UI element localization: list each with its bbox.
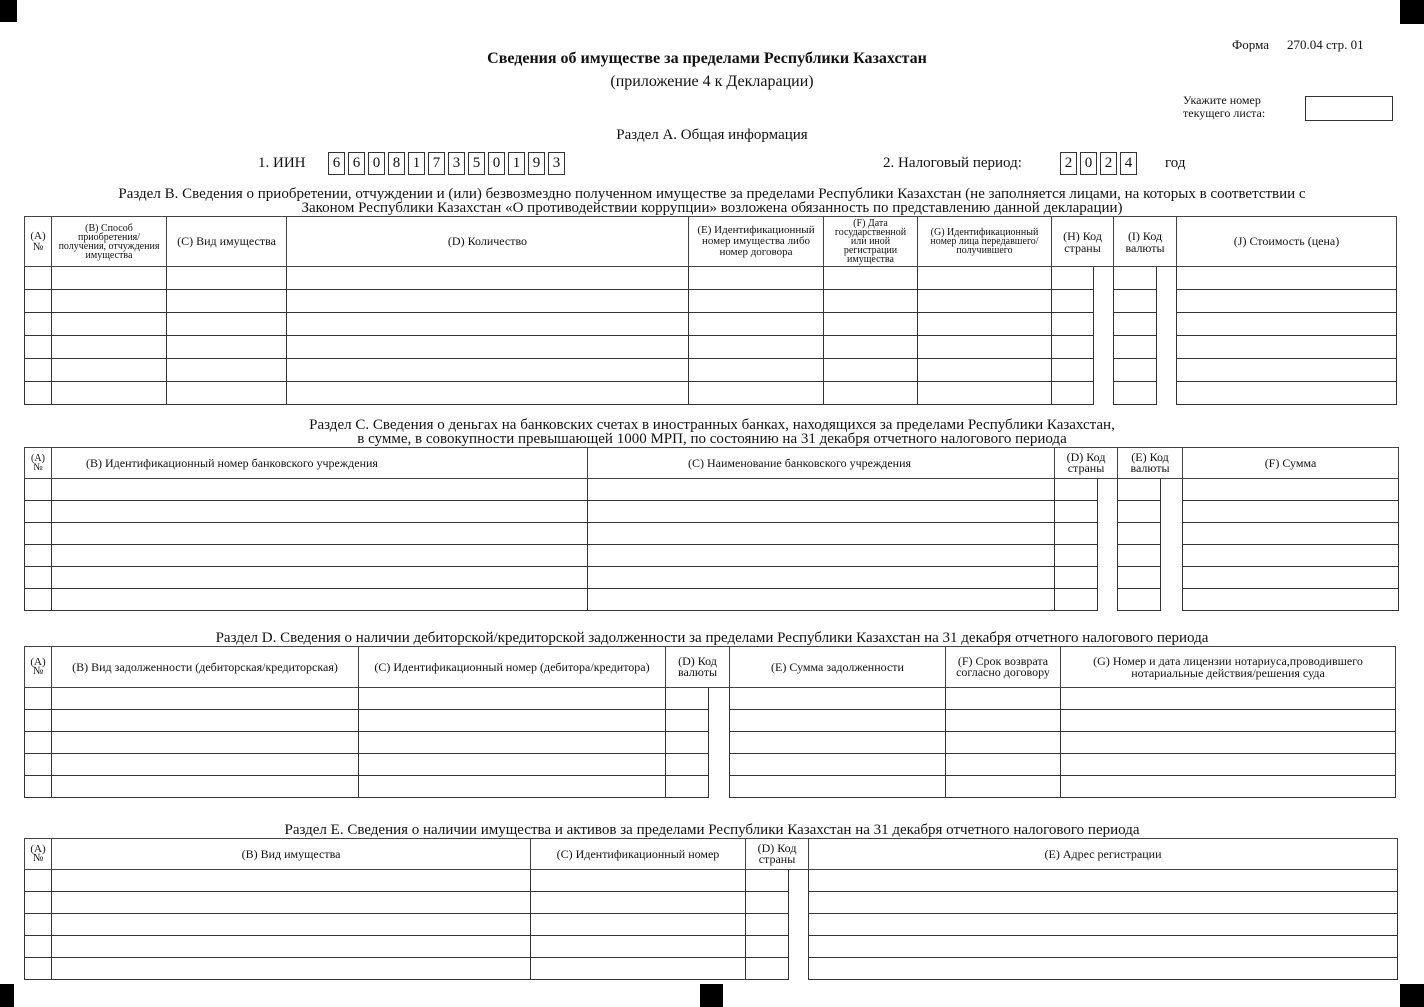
col-header-f: (F) Сумма (1183, 448, 1399, 479)
cell-c[interactable] (531, 914, 746, 936)
tax-period-field[interactable] (1060, 152, 1137, 175)
cell-e[interactable] (1118, 567, 1161, 589)
registration-marker-bottom-left (0, 984, 14, 1007)
tax-period-label: 2. Налоговый период: (883, 155, 1022, 171)
gap (1094, 382, 1114, 405)
table-row (25, 479, 1399, 501)
cell-f[interactable] (1183, 589, 1399, 611)
gap (1161, 501, 1183, 523)
cell-e[interactable] (689, 313, 824, 336)
cell-a[interactable] (25, 267, 52, 290)
cell-d[interactable] (666, 776, 709, 798)
gap (789, 958, 809, 980)
cell-b[interactable] (52, 754, 359, 776)
cell-h[interactable] (1052, 313, 1094, 336)
cell-g[interactable] (918, 267, 1052, 290)
cell-e[interactable] (1118, 545, 1161, 567)
cell-d[interactable] (287, 267, 689, 290)
cell-d[interactable] (1055, 523, 1098, 545)
cell-b[interactable] (52, 710, 359, 732)
table-row (25, 754, 1396, 776)
cell-c[interactable] (531, 936, 746, 958)
gap (709, 754, 730, 776)
cell-c[interactable] (167, 290, 287, 313)
cell-b[interactable] (52, 589, 588, 611)
section-a-title: Раздел А. Общая информация (616, 127, 808, 143)
cell-i[interactable] (1114, 359, 1157, 382)
cell-a[interactable] (25, 501, 52, 523)
cell-e[interactable] (730, 776, 946, 798)
cell-d[interactable] (746, 892, 789, 914)
cell-i[interactable] (1114, 267, 1157, 290)
table-row (25, 914, 1398, 936)
cell-e[interactable] (689, 382, 824, 405)
cell-c[interactable] (531, 958, 746, 980)
section-e-table (24, 838, 1398, 980)
table-row (25, 501, 1399, 523)
cell-d[interactable] (1055, 545, 1098, 567)
gap (1157, 313, 1177, 336)
cell-e[interactable] (1118, 501, 1161, 523)
cell-c[interactable] (167, 336, 287, 359)
section-c-title (0, 418, 1424, 446)
iin-digit[interactable]: 7 (428, 152, 445, 175)
gap (789, 936, 809, 958)
cell-b[interactable] (52, 870, 531, 892)
section-d-table (24, 646, 1396, 798)
cell-h[interactable] (1052, 359, 1094, 382)
gap (1157, 359, 1177, 382)
cell-f[interactable] (824, 313, 918, 336)
iin-digit[interactable]: 1 (508, 152, 525, 175)
cell-b[interactable] (52, 776, 359, 798)
cell-e[interactable] (689, 290, 824, 313)
cell-e[interactable] (689, 336, 824, 359)
cell-h[interactable] (1052, 336, 1094, 359)
cell-d[interactable] (287, 382, 689, 405)
cell-g[interactable] (918, 359, 1052, 382)
cell-c[interactable] (359, 754, 666, 776)
col-header-d: (D) Количество (287, 217, 689, 267)
cell-d[interactable] (1055, 501, 1098, 523)
cell-b[interactable] (52, 290, 167, 313)
col-header-f: (F) Дата государственной или иной регистрации имущества (824, 217, 918, 267)
col-header-c: (C) Идентификационный номер (531, 839, 746, 870)
cell-a[interactable] (25, 776, 52, 798)
cell-d[interactable] (287, 290, 689, 313)
iin-digit[interactable]: 6 (348, 152, 365, 175)
table-row (25, 589, 1399, 611)
col-header-c: (C) Идентификационный номер (дебитора/кредитора) (359, 647, 666, 688)
cell-d[interactable] (666, 732, 709, 754)
cell-e[interactable] (730, 754, 946, 776)
cell-d[interactable] (287, 359, 689, 382)
cell-c[interactable] (359, 710, 666, 732)
gap (1157, 336, 1177, 359)
form-number-value: 270.04 стр. 01 (1286, 37, 1364, 52)
cell-e[interactable] (1118, 589, 1161, 611)
cell-d[interactable] (1055, 589, 1098, 611)
cell-a[interactable] (25, 870, 52, 892)
period-digit[interactable]: 2 (1100, 152, 1117, 175)
table-row (25, 688, 1396, 710)
cell-a[interactable] (25, 936, 52, 958)
cell-f[interactable] (1183, 501, 1399, 523)
section-b-title-line2: Законом Республики Казахстан «О противодействии коррупции» возложена обязанность по представлению данной декларации) (301, 200, 1123, 216)
iin-digit[interactable]: 3 (448, 152, 465, 175)
registration-marker-top-left (0, 0, 17, 22)
cell-b[interactable] (52, 732, 359, 754)
cell-f[interactable] (1183, 567, 1399, 589)
cell-e[interactable] (730, 710, 946, 732)
table-row (25, 958, 1398, 980)
gap (1094, 267, 1114, 290)
cell-a[interactable] (25, 754, 52, 776)
iin-digit[interactable]: 5 (468, 152, 485, 175)
table-row (25, 545, 1399, 567)
table-row (25, 776, 1396, 798)
cell-c[interactable] (167, 267, 287, 290)
cell-g[interactable] (1061, 754, 1396, 776)
cell-b[interactable] (52, 479, 588, 501)
col-header-e: (E) Идентификационный номер имущества либо номер договора (689, 217, 824, 267)
table-row (25, 892, 1398, 914)
gap (1094, 313, 1114, 336)
gap (789, 870, 809, 892)
section-e-title: Раздел E. Сведения о наличии имущества и активов за пределами Республики Казахстан на 31 декабря отчетного налогового периода (284, 822, 1140, 838)
gap (1098, 479, 1118, 501)
table-header-row (25, 448, 1399, 479)
cell-j[interactable] (1177, 382, 1397, 405)
cell-c[interactable] (531, 892, 746, 914)
section-b-title (0, 187, 1424, 215)
registration-marker-bottom-right (1400, 984, 1424, 1007)
cell-d[interactable] (746, 870, 789, 892)
cell-c[interactable] (588, 567, 1055, 589)
cell-c[interactable] (359, 688, 666, 710)
cell-g[interactable] (918, 313, 1052, 336)
section-d-title: Раздел D. Сведения о наличии дебиторской/кредиторской задолженности за пределами Республики Казахстан на 31 декабря отчетного налогового периода (215, 630, 1209, 646)
iin-field[interactable] (328, 152, 565, 175)
col-header-e: (E) Адрес регистрации (809, 839, 1398, 870)
section-c-table (24, 447, 1399, 611)
iin-digit[interactable]: 9 (528, 152, 545, 175)
col-header-g: (G) Номер и дата лицензии нотариуса,проводившего нотариальные действия/решения суда (1061, 647, 1396, 688)
table-row (25, 732, 1396, 754)
cell-c[interactable] (167, 359, 287, 382)
cell-f[interactable] (1183, 523, 1399, 545)
cell-f[interactable] (946, 776, 1061, 798)
period-digit[interactable]: 2 (1060, 152, 1077, 175)
cell-j[interactable] (1177, 267, 1397, 290)
gap (709, 688, 730, 710)
cell-f[interactable] (946, 710, 1061, 732)
cell-c[interactable] (167, 313, 287, 336)
form-number (1232, 37, 1364, 53)
col-header-c: (C) Вид имущества (167, 217, 287, 267)
cell-e[interactable] (1118, 479, 1161, 501)
gap (1161, 589, 1183, 611)
cell-a[interactable] (25, 359, 52, 382)
table-row (25, 382, 1397, 405)
cell-h[interactable] (1052, 382, 1094, 405)
cell-e[interactable] (809, 892, 1398, 914)
cell-c[interactable] (531, 870, 746, 892)
cell-f[interactable] (1183, 479, 1399, 501)
cell-e[interactable] (809, 914, 1398, 936)
iin-digit[interactable]: 6 (328, 152, 345, 175)
cell-g[interactable] (1061, 688, 1396, 710)
cell-j[interactable] (1177, 290, 1397, 313)
table-row (25, 336, 1397, 359)
cell-b[interactable] (52, 958, 531, 980)
cell-a[interactable] (25, 958, 52, 980)
iin-label: 1. ИИН (258, 155, 306, 171)
cell-j[interactable] (1177, 359, 1397, 382)
col-header-b: (B) Вид задолженности (дебиторская/кредиторская) (52, 647, 359, 688)
cell-i[interactable] (1114, 336, 1157, 359)
cell-d[interactable] (666, 688, 709, 710)
gap (1098, 523, 1118, 545)
gap (1098, 545, 1118, 567)
section-c-title-line1: Раздел C. Сведения о деньгах на банковских счетах в иностранных банках, находящихся за пределами Республики Казахстан, (309, 417, 1115, 433)
gap (1157, 267, 1177, 290)
cell-f[interactable] (824, 336, 918, 359)
table-row (25, 267, 1397, 290)
cell-e[interactable] (730, 732, 946, 754)
cell-b[interactable] (52, 936, 531, 958)
cell-a[interactable] (25, 290, 52, 313)
page-subtitle: (приложение 4 к Декларации) (610, 73, 814, 90)
col-header-e: (E) Сумма задолженности (730, 647, 946, 688)
gap (1161, 545, 1183, 567)
cell-g[interactable] (1061, 732, 1396, 754)
iin-digit[interactable]: 0 (488, 152, 505, 175)
gap (709, 732, 730, 754)
col-header-e: (E) Код валюты (1118, 448, 1183, 479)
col-header-d: (D) Код страны (1055, 448, 1118, 479)
col-header-a: (A) № (25, 448, 52, 479)
iin-digit[interactable]: 0 (368, 152, 385, 175)
col-header-g: (G) Идентификационный номер лица передавшего/ получившего (918, 217, 1052, 267)
col-header-a: (A) № (25, 217, 52, 267)
gap (1098, 589, 1118, 611)
col-header-c: (C) Наименование банковского учреждения (588, 448, 1055, 479)
cell-h[interactable] (1052, 290, 1094, 313)
cell-a[interactable] (25, 313, 52, 336)
period-digit[interactable]: 0 (1080, 152, 1097, 175)
cell-e[interactable] (809, 936, 1398, 958)
cell-c[interactable] (167, 382, 287, 405)
cell-b[interactable] (52, 914, 531, 936)
table-row (25, 523, 1399, 545)
form-label: Форма (1232, 37, 1269, 52)
section-b-title-line1: Раздел B. Сведения о приобретении, отчуждении и (или) безвозмездно полученном имуществе за пределами Республики Казахстан (не заполняется лицами, на которых в соответствии с (118, 186, 1306, 202)
col-header-d: (D) Код валюты (666, 647, 730, 688)
cell-f[interactable] (946, 754, 1061, 776)
cell-b[interactable] (52, 382, 167, 405)
cell-b[interactable] (52, 523, 588, 545)
cell-c[interactable] (588, 523, 1055, 545)
cell-i[interactable] (1114, 382, 1157, 405)
cell-f[interactable] (824, 290, 918, 313)
cell-j[interactable] (1177, 313, 1397, 336)
cell-e[interactable] (730, 688, 946, 710)
iin-digit[interactable]: 8 (388, 152, 405, 175)
cell-a[interactable] (25, 710, 52, 732)
cell-a[interactable] (25, 523, 52, 545)
cell-d[interactable] (1055, 479, 1098, 501)
cell-g[interactable] (918, 336, 1052, 359)
col-header-a: (A) № (25, 647, 52, 688)
table-header-row (25, 217, 1397, 267)
cell-g[interactable] (918, 382, 1052, 405)
cell-f[interactable] (824, 267, 918, 290)
cell-e[interactable] (1118, 523, 1161, 545)
cell-a[interactable] (25, 914, 52, 936)
cell-f[interactable] (1183, 545, 1399, 567)
cell-c[interactable] (588, 479, 1055, 501)
gap (789, 892, 809, 914)
cell-a[interactable] (25, 589, 52, 611)
col-header-j: (J) Стоимость (цена) (1177, 217, 1397, 267)
cell-a[interactable] (25, 567, 52, 589)
gap (709, 710, 730, 732)
section-c-title-line2: в сумме, в совокупности превышающей 1000 МРП, по состоянию на 31 декабря отчетного налогового периода (357, 431, 1067, 447)
sheet-number-label (1183, 94, 1265, 120)
table-row (25, 359, 1397, 382)
cell-b[interactable] (52, 892, 531, 914)
iin-digit[interactable]: 1 (408, 152, 425, 175)
cell-d[interactable] (746, 914, 789, 936)
cell-e[interactable] (809, 870, 1398, 892)
col-header-i: (I) Код валюты (1114, 217, 1177, 267)
gap (1157, 382, 1177, 405)
cell-a[interactable] (25, 336, 52, 359)
cell-b[interactable] (52, 567, 588, 589)
cell-d[interactable] (287, 336, 689, 359)
cell-b[interactable] (52, 336, 167, 359)
col-header-a: (A) № (25, 839, 52, 870)
cell-c[interactable] (588, 589, 1055, 611)
period-digit[interactable]: 4 (1120, 152, 1137, 175)
cell-a[interactable] (25, 479, 52, 501)
table-header-row (25, 647, 1396, 688)
cell-a[interactable] (25, 545, 52, 567)
cell-i[interactable] (1114, 290, 1157, 313)
table-row (25, 567, 1399, 589)
section-b-table (24, 216, 1397, 405)
table-row (25, 870, 1398, 892)
cell-c[interactable] (588, 545, 1055, 567)
table-row (25, 710, 1396, 732)
cell-b[interactable] (52, 501, 588, 523)
cell-e[interactable] (809, 958, 1398, 980)
sheet-label-line2: текущего листа: (1183, 106, 1266, 120)
cell-d[interactable] (746, 936, 789, 958)
page-title: Сведения об имуществе за пределами Республики Казахстан (487, 50, 927, 67)
col-header-d: (D) Код страны (746, 839, 809, 870)
cell-d[interactable] (746, 958, 789, 980)
cell-c[interactable] (359, 776, 666, 798)
gap (1161, 567, 1183, 589)
cell-g[interactable] (1061, 776, 1396, 798)
gap (1094, 290, 1114, 313)
gap (1094, 359, 1114, 382)
year-label: год (1165, 155, 1186, 171)
cell-f[interactable] (824, 382, 918, 405)
sheet-number-field[interactable] (1305, 96, 1393, 121)
cell-f[interactable] (946, 688, 1061, 710)
cell-g[interactable] (918, 290, 1052, 313)
col-header-b: (B) Идентификационный номер банковского учреждения (52, 448, 588, 479)
cell-c[interactable] (588, 501, 1055, 523)
gap (1098, 567, 1118, 589)
cell-f[interactable] (824, 359, 918, 382)
cell-d[interactable] (1055, 567, 1098, 589)
cell-h[interactable] (1052, 267, 1094, 290)
gap (789, 914, 809, 936)
cell-b[interactable] (52, 267, 167, 290)
cell-a[interactable] (25, 382, 52, 405)
cell-a[interactable] (25, 732, 52, 754)
table-header-row (25, 839, 1398, 870)
cell-c[interactable] (359, 732, 666, 754)
registration-marker-bottom-center (700, 984, 723, 1007)
cell-i[interactable] (1114, 313, 1157, 336)
cell-b[interactable] (52, 545, 588, 567)
cell-a[interactable] (25, 892, 52, 914)
col-header-b: (B) Вид имущества (52, 839, 531, 870)
cell-g[interactable] (1061, 710, 1396, 732)
cell-e[interactable] (689, 267, 824, 290)
sheet-label-line1: Укажите номер (1183, 93, 1261, 107)
table-row (25, 290, 1397, 313)
cell-a[interactable] (25, 688, 52, 710)
cell-j[interactable] (1177, 336, 1397, 359)
col-header-h: (H) Код страны (1052, 217, 1114, 267)
col-header-b: (B) Способ приобретения/ получения, отчуждения имущества (52, 217, 167, 267)
gap (709, 776, 730, 798)
cell-b[interactable] (52, 313, 167, 336)
gap (1094, 336, 1114, 359)
cell-b[interactable] (52, 359, 167, 382)
gap (1157, 290, 1177, 313)
cell-b[interactable] (52, 688, 359, 710)
cell-e[interactable] (689, 359, 824, 382)
registration-marker-top-right (1400, 0, 1424, 24)
cell-f[interactable] (946, 732, 1061, 754)
gap (1098, 501, 1118, 523)
cell-d[interactable] (666, 754, 709, 776)
cell-d[interactable] (666, 710, 709, 732)
col-header-f: (F) Срок возврата согласно договору (946, 647, 1061, 688)
gap (1161, 479, 1183, 501)
table-row (25, 313, 1397, 336)
iin-digit[interactable]: 3 (548, 152, 565, 175)
cell-d[interactable] (287, 313, 689, 336)
table-row (25, 936, 1398, 958)
gap (1161, 523, 1183, 545)
